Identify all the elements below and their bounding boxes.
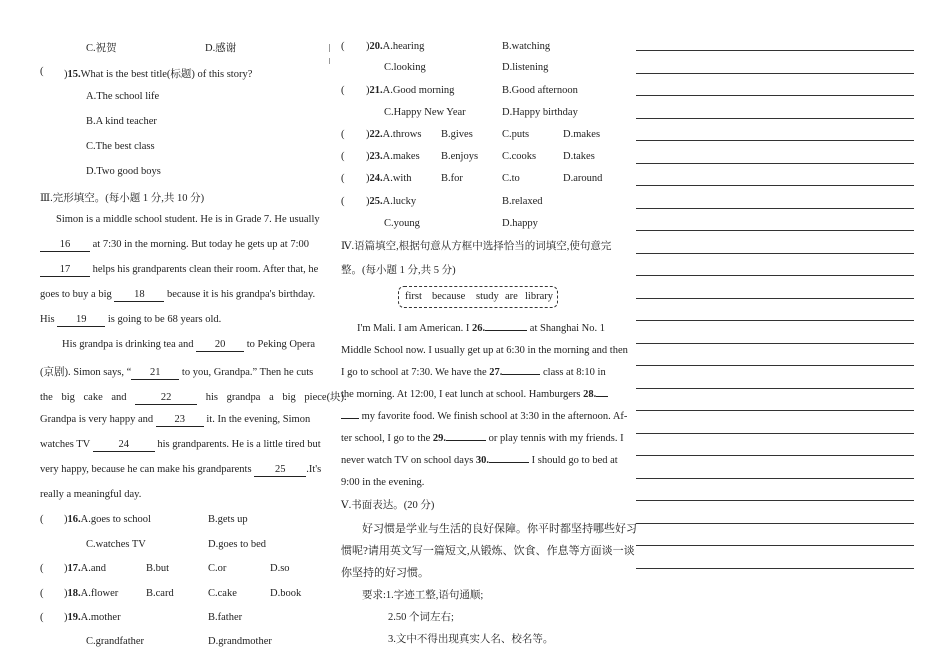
cloze-line: watches TV 24 his grandparents. He is a little tired but (40, 439, 321, 450)
word-box-word: study (476, 291, 499, 302)
writing-line[interactable] (636, 455, 914, 456)
passage-line: my favorite food. We finish school at 3:30 in the afternoon. Af- (341, 411, 627, 422)
section3-title: Ⅲ.完形填空。(每小题 1 分,共 10 分) (40, 193, 205, 204)
q15-option-c: C.The best class (86, 141, 155, 152)
q14-option-d: D.感谢 (205, 43, 237, 54)
question-number: 20. (369, 41, 383, 52)
writing-line[interactable] (636, 298, 914, 299)
q17-option-c: C.or (208, 563, 227, 574)
cloze-line: 17 helps his grandparents clean their room. After that, he (40, 264, 318, 277)
q17-option-d: D.so (270, 563, 290, 574)
blank-28-cont (341, 418, 359, 419)
writing-prompt-line: 好习惯是学业与生活的良好保障。你平时都坚持哪些好习 (362, 523, 637, 535)
q24-option-b: B.for (441, 173, 463, 184)
q21-option-a: )21.A.Good morning (366, 85, 455, 96)
cloze-line: the big cake and 22 his grandpa a big piece(块). (40, 392, 347, 403)
writing-line[interactable] (636, 388, 914, 389)
writing-line[interactable] (636, 500, 914, 501)
q15-option-a: A.The school life (86, 91, 160, 102)
q20-option-b: B.watching (502, 41, 551, 52)
writing-line[interactable] (636, 320, 914, 321)
question-15: )15.What is the best title(标题) of this story? (64, 69, 253, 80)
question-18: )18.A.flower (64, 588, 119, 599)
writing-line[interactable] (636, 50, 914, 51)
question-number: 16. (67, 514, 81, 525)
passage-line: the morning. At 12:00, I eat lunch at school. Hamburgers 28. (341, 389, 608, 400)
q24-option-d: D.around (563, 173, 603, 184)
word-box (398, 286, 558, 308)
question-17: )17.A.and (64, 563, 106, 574)
answer-paren-open: ( (40, 514, 44, 525)
answer-paren-open: ( (341, 173, 345, 184)
q19-option-c: C.grandfather (86, 636, 145, 647)
q23-option-a: )23.A.makes (366, 151, 420, 162)
q20-option-d: D.listening (502, 62, 549, 73)
passage-line: I'm Mali. I am American. I 26. at Shanghai No. 1 (357, 323, 606, 334)
blank-27 (502, 374, 540, 375)
writing-line[interactable] (636, 433, 914, 434)
cloze-line: Grandpa is very happy and 23 it. In the evening, Simon (40, 414, 311, 425)
q21-option-c: C.Happy New Year (384, 107, 466, 118)
section4-title-line1: Ⅳ.语篇填空,根据句意从方框中选择恰当的词填空,使句意完 (341, 241, 612, 252)
q18-option-d: D.book (270, 588, 302, 599)
answer-paren-open: ( (341, 129, 345, 140)
writing-line[interactable] (636, 185, 914, 186)
passage-line: ter school, I go to the 29. or play tennis with my friends. I (341, 433, 624, 444)
q15-option-b: B.A kind teacher (86, 116, 157, 127)
passage-line: Middle School now. I usually get up at 6:30 in the morning and then (341, 345, 628, 356)
blank-17: 17 (40, 264, 90, 277)
question-19: )19.A.mother (64, 612, 121, 623)
blank-24: 24 (93, 439, 155, 452)
q15-option-d: D.Two good boys (86, 166, 161, 177)
answer-paren-open: ( (40, 66, 44, 77)
question-number: 23. (369, 151, 383, 162)
answer-paren-open: ( (40, 588, 44, 599)
cloze-line: very happy, because he can make his grandparents 25 .It's (40, 464, 322, 475)
q25-option-b: B.relaxed (502, 196, 543, 207)
cloze-line: His 19 is going to be 68 years old. (40, 314, 222, 325)
q19-option-b: B.father (208, 612, 243, 623)
q22-option-c: C.puts (502, 129, 530, 140)
q23-option-d: D.takes (563, 151, 595, 162)
writing-line[interactable] (636, 523, 914, 524)
blank-18: 18 (114, 289, 164, 302)
blank-20: 20 (196, 339, 244, 352)
question-text: What is the best title(标题) of this story? (80, 69, 253, 80)
writing-prompt-line: 你坚持的好习惯。 (341, 567, 429, 579)
q21-option-d: D.Happy birthday (502, 107, 578, 118)
q20-option-a: )20.A.hearing (366, 41, 425, 52)
q14-option-c: C.祝贺 (86, 43, 117, 54)
q24-option-a: )24.A.with (366, 173, 412, 184)
question-number: 25. (369, 196, 383, 207)
q23-option-b: B.enjoys (441, 151, 479, 162)
question-16: )16.A.goes to school (64, 514, 151, 525)
answer-paren-open: ( (40, 563, 44, 574)
word-box-word: because (432, 291, 466, 302)
blank-25: 25 (254, 464, 306, 477)
cloze-line: really a meaningful day. (40, 489, 142, 500)
blank-26 (485, 330, 527, 331)
q25-option-a: )25.A.lucky (366, 196, 417, 207)
writing-prompt-line: 惯呢?请用英文写一篇短文,从锻炼、饮食、作息等方面谈一谈 (341, 545, 635, 557)
q16-option-d: D.goes to bed (208, 539, 267, 550)
passage-line: I go to school at 7:30. We have the 27. class at 8:10 in (341, 367, 606, 378)
q16-option-c: C.watches TV (86, 539, 146, 550)
writing-line[interactable] (636, 208, 914, 209)
q18-option-c: C.cake (208, 588, 237, 599)
blank-23: 23 (156, 414, 204, 427)
writing-line[interactable] (636, 140, 914, 141)
writing-line[interactable] (636, 568, 914, 569)
passage-line: never watch TV on school days 30. I should go to bed at (341, 455, 618, 466)
writing-line[interactable] (636, 118, 914, 119)
writing-requirement: 3.文中不得出现真实人名、校名等。 (388, 634, 554, 645)
question-number: 19. (67, 612, 81, 623)
blank-19: 19 (57, 314, 105, 327)
cloze-line: His grandpa is drinking tea and 20 to Peking Opera (62, 339, 316, 350)
q19-option-d: D.grandmother (208, 636, 272, 647)
writing-line[interactable] (636, 163, 914, 164)
writing-requirement: 要求:1.字迹工整,语句通顺; (362, 590, 484, 601)
word-box-word: are (505, 291, 518, 302)
blank-28 (596, 396, 608, 397)
word-box-word: library (525, 291, 553, 302)
blank-number: 30. (475, 455, 490, 466)
column-divider-mark (329, 58, 330, 64)
q21-option-b: B.Good afternoon (502, 85, 578, 96)
question-number: 17. (67, 563, 81, 574)
question-number: 24. (369, 173, 383, 184)
writing-line[interactable] (636, 230, 914, 231)
writing-line[interactable] (636, 343, 914, 344)
blank-22: 22 (135, 392, 197, 405)
column-divider-mark (329, 44, 330, 52)
blank-21: 21 (131, 367, 179, 380)
writing-line[interactable] (636, 275, 914, 276)
answer-paren-open: ( (341, 196, 345, 207)
q25-option-d: D.happy (502, 218, 538, 229)
q22-option-d: D.makes (563, 129, 601, 140)
q17-option-b: B.but (146, 563, 170, 574)
blank-number: 27. (489, 367, 503, 378)
q20-option-c: C.looking (384, 62, 426, 73)
writing-line[interactable] (636, 95, 914, 96)
passage-line: 9:00 in the evening. (341, 477, 425, 488)
blank-30 (489, 462, 529, 463)
blank-16: 16 (40, 239, 90, 252)
answer-paren-open: ( (341, 85, 345, 96)
q22-option-a: )22.A.throws (366, 129, 422, 140)
cloze-line: 16 at 7:30 in the morning. But today he gets up at 7:00 (40, 239, 309, 252)
writing-line[interactable] (636, 73, 914, 74)
cloze-line: goes to buy a big 18 because it is his grandpa's birthday. (40, 289, 316, 300)
writing-line[interactable] (636, 365, 914, 366)
blank-number: 26. (472, 323, 486, 334)
writing-line[interactable] (636, 478, 914, 479)
q25-option-c: C.young (384, 218, 420, 229)
writing-requirement: 2.50 个词左右; (388, 612, 454, 623)
q16-option-b: B.gets up (208, 514, 248, 525)
writing-line[interactable] (636, 410, 914, 411)
q23-option-c: C.cooks (502, 151, 537, 162)
question-number: 18. (67, 588, 81, 599)
answer-paren-open: ( (341, 151, 345, 162)
q18-option-b: B.card (146, 588, 174, 599)
question-number: 15. (67, 69, 81, 80)
blank-29 (446, 440, 486, 441)
answer-paren-open: ( (40, 612, 44, 623)
word-box-word: first (405, 291, 422, 302)
cloze-line: (京剧). Simon says, “ 21 to you, Grandpa.” Then he cuts (40, 367, 314, 378)
cloze-line: Simon is a middle school student. He is in Grade 7. He usually (56, 214, 320, 225)
blank-number: 29. (432, 433, 446, 444)
question-number: 21. (369, 85, 383, 96)
section5-title: Ⅴ.书面表达。(20 分) (341, 500, 435, 511)
section4-title-line2: 整。(每小题 1 分,共 5 分) (341, 265, 456, 276)
answer-paren-open: ( (341, 41, 345, 52)
blank-number: 28. (583, 389, 597, 400)
writing-line[interactable] (636, 253, 914, 254)
q22-option-b: B.gives (441, 129, 473, 140)
q24-option-c: C.to (502, 173, 520, 184)
question-number: 22. (369, 129, 383, 140)
writing-line[interactable] (636, 545, 914, 546)
